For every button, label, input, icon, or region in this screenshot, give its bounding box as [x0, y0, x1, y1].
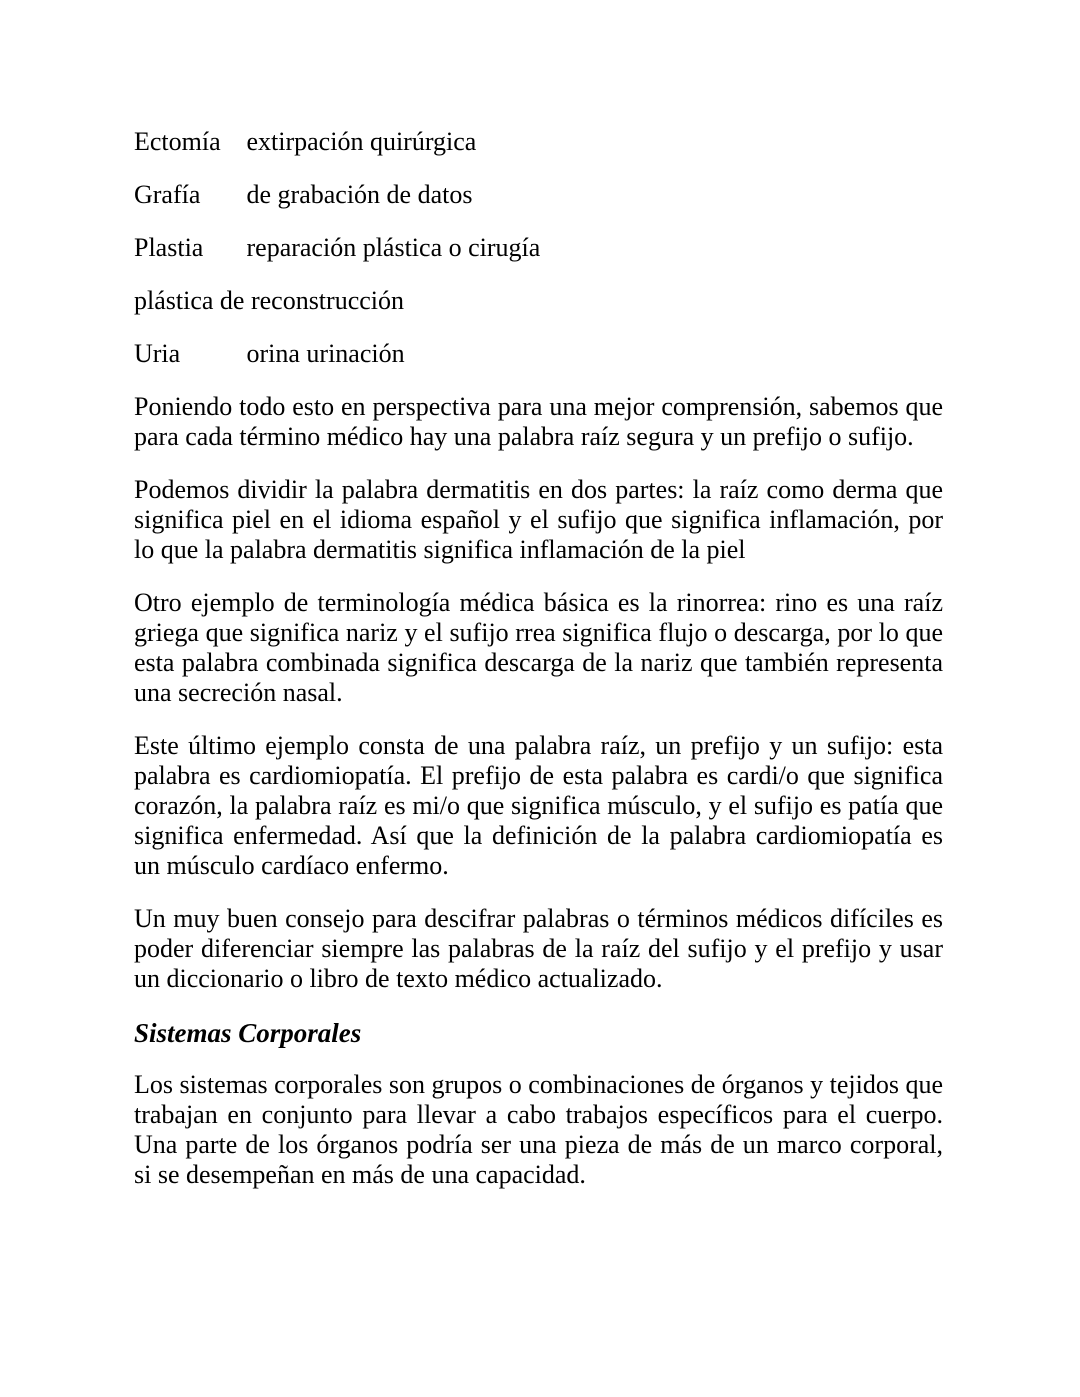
section-heading: Sistemas Corporales	[134, 1018, 362, 1048]
definition-row	[134, 233, 943, 263]
term-label: Plastia	[134, 233, 204, 262]
definition-row	[134, 180, 943, 210]
body-paragraph: Un muy buen consejo para descifrar palabras o términos médicos difíciles es poder diferenciar siempre las palabras de la raíz del sufijo y el prefijo y usar un diccionario o libro de texto médico actualizado.	[134, 904, 943, 993]
body-paragraph: Los sistemas corporales son grupos o combinaciones de órganos y tejidos que trabajan en conjunto para llevar a cabo trabajos específicos para el cuerpo. Una parte de los órganos podría ser una pieza de más de un marco corporal, si se desempeñan en más de una capacidad.	[134, 1070, 943, 1189]
term-definition: reparación plástica o cirugía	[246, 233, 541, 262]
term-label: Ectomía	[134, 127, 221, 156]
term-label: Grafía	[134, 180, 201, 209]
term-definition: plástica de reconstrucción	[134, 286, 404, 315]
body-paragraph: Este último ejemplo consta de una palabra raíz, un prefijo y un sufijo: esta palabra es cardiomiopatía. El prefijo de esta palabra es cardi/o que significa corazón, la palabra raíz es mi/o que significa músculo, y el sufijo es patía que significa enfermedad. Así que la definición de la palabra cardiomiopatía es un músculo cardíaco enfermo.	[134, 731, 943, 880]
term-definition: extirpación quirúrgica	[246, 127, 477, 156]
definition-row	[134, 127, 943, 157]
body-paragraph: Poniendo todo esto en perspectiva para una mejor comprensión, sabemos que para cada término médico hay una palabra raíz segura y un prefijo o sufijo.	[134, 392, 943, 451]
term-definition: de grabación de datos	[246, 180, 473, 209]
term-label: Uria	[134, 339, 181, 368]
body-paragraph: Podemos dividir la palabra dermatitis en dos partes: la raíz como derma que significa piel en el idioma español y el sufijo que significa inflamación, por lo que la palabra dermatitis significa inflamación de la piel	[134, 475, 943, 564]
body-paragraph: Otro ejemplo de terminología médica básica es la rinorrea: rino es una raíz griega que significa nariz y el sufijo rrea significa flujo o descarga, por lo que esta palabra combinada significa descarga de la nariz que también representa una secreción nasal.	[134, 588, 943, 707]
term-definition: orina urinación	[246, 339, 405, 368]
term-definition-list	[134, 127, 943, 369]
definition-row	[134, 339, 943, 369]
definition-continuation-row	[134, 286, 943, 316]
